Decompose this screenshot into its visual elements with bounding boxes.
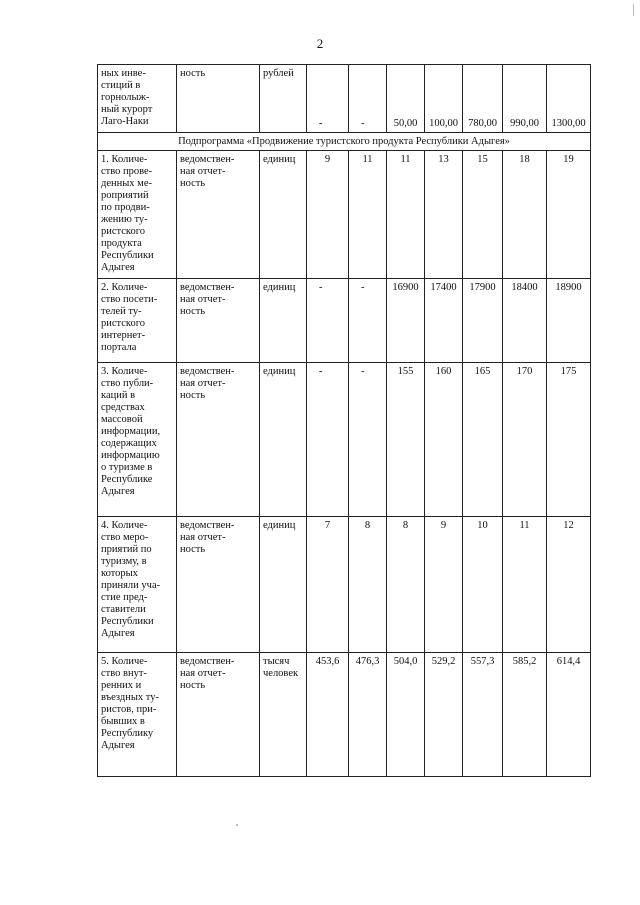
value-cell: - <box>349 279 387 363</box>
text-line: ристов, при- <box>101 704 157 715</box>
text-line: денных ме- <box>101 178 152 189</box>
value-cell: 160 <box>425 363 463 517</box>
indicator-name-cell <box>98 653 177 777</box>
value-cell: 504,0 <box>387 653 425 777</box>
text-line: ство прове- <box>101 166 153 177</box>
text-line: туризму, в <box>101 556 147 567</box>
text-line: Республике <box>101 474 153 485</box>
value-cell: 11 <box>349 151 387 279</box>
text-line: массовой <box>101 414 143 425</box>
text-line: Адыгея <box>101 262 135 273</box>
value-cell: 170 <box>503 363 547 517</box>
text-line: стиций в <box>101 80 141 91</box>
value-cell: 11 <box>503 517 547 653</box>
value-cell: 8 <box>387 517 425 653</box>
table-row <box>98 653 591 777</box>
text-line: Адыгея <box>101 628 135 639</box>
text-line: Республики <box>101 616 154 627</box>
text-line: человек <box>263 668 299 679</box>
source-cell <box>177 279 260 363</box>
text-line: 1. Количе- <box>101 154 148 165</box>
value-cell: 9 <box>425 517 463 653</box>
value-cell: 557,3 <box>463 653 503 777</box>
text-line: единиц <box>263 366 296 377</box>
unit-cell <box>260 653 307 777</box>
text-line: портала <box>101 342 137 353</box>
value-cell: - <box>307 65 349 133</box>
text-line: тысяч <box>263 656 290 667</box>
value-cell: 19 <box>547 151 591 279</box>
text-line: ристского <box>101 318 146 329</box>
text-line: интернет- <box>101 330 146 341</box>
text-line: приятий по <box>101 544 152 555</box>
value-cell: - <box>349 65 387 133</box>
value-cell: - <box>307 363 349 517</box>
text-line: о туризме в <box>101 462 153 473</box>
text-line: приняли уча- <box>101 580 161 591</box>
value-cell: 9 <box>307 151 349 279</box>
value-cell: 614,4 <box>547 653 591 777</box>
text-line: информацию <box>101 450 160 461</box>
text-line: роприятий <box>101 190 149 201</box>
table-row <box>98 517 591 653</box>
indicator-name-cell <box>98 363 177 517</box>
text-line: рублей <box>263 68 294 79</box>
source-cell <box>177 517 260 653</box>
value-cell: 17400 <box>425 279 463 363</box>
text-line: ристского <box>101 226 146 237</box>
text-line: информации, <box>101 426 161 437</box>
indicator-name-cell <box>98 65 177 133</box>
text-line: ность <box>180 544 206 555</box>
value-cell: 10 <box>463 517 503 653</box>
page-number: 2 <box>316 36 324 51</box>
text-line: ведомствен- <box>180 282 235 293</box>
text-line: ведомствен- <box>180 520 235 531</box>
text-line: единиц <box>263 154 296 165</box>
text-line: единиц <box>263 282 296 293</box>
text-line: ный курорт <box>101 104 153 115</box>
text-line: которых <box>101 568 138 579</box>
value-cell: 12 <box>547 517 591 653</box>
text-line: ная отчет- <box>180 166 226 177</box>
text-line: единиц <box>263 520 296 531</box>
indicators-table <box>97 64 591 777</box>
value-cell: 529,2 <box>425 653 463 777</box>
text-line: средствах <box>101 402 145 413</box>
value-cell: 11 <box>387 151 425 279</box>
value-cell: 990,00 <box>503 65 547 133</box>
corner-mark <box>633 4 634 16</box>
value-cell: 17900 <box>463 279 503 363</box>
text-line: ность <box>180 306 206 317</box>
text-line: ство меро- <box>101 532 149 543</box>
value-cell: 18400 <box>503 279 547 363</box>
text-line: ных инве- <box>101 68 146 79</box>
text-line: ность <box>180 390 206 401</box>
table-row <box>98 65 591 133</box>
value-cell: 453,6 <box>307 653 349 777</box>
text-line: 3. Количе- <box>101 366 148 377</box>
source-cell <box>177 151 260 279</box>
value-cell: - <box>307 279 349 363</box>
text-line: бывших в <box>101 716 145 727</box>
value-cell: 7 <box>307 517 349 653</box>
value-cell: 1300,00 <box>547 65 591 133</box>
text-line: Лаго-Наки <box>101 116 149 127</box>
value-cell: 13 <box>425 151 463 279</box>
text-line: ная отчет- <box>180 378 226 389</box>
value-cell: - <box>349 363 387 517</box>
value-cell: 585,2 <box>503 653 547 777</box>
value-cell: 100,00 <box>425 65 463 133</box>
unit-cell <box>260 65 307 133</box>
source-cell <box>177 653 260 777</box>
text-line: ная отчет- <box>180 294 226 305</box>
subprogram-title: Подпрограмма «Продвижение туристского продукта Республики Адыгея» <box>98 133 591 151</box>
text-line: ность <box>180 680 206 691</box>
text-line: ренних и <box>101 680 142 691</box>
text-line: 4. Количе- <box>101 520 148 531</box>
value-cell: 50,00 <box>387 65 425 133</box>
text-line: Республики <box>101 250 154 261</box>
text-line: ведомствен- <box>180 366 235 377</box>
text-line: Адыгея <box>101 486 135 497</box>
scan-speck <box>236 824 238 826</box>
table-row <box>98 279 591 363</box>
value-cell: 476,3 <box>349 653 387 777</box>
text-line: ность <box>180 68 206 79</box>
value-cell: 780,00 <box>463 65 503 133</box>
text-line: каций в <box>101 390 136 401</box>
text-line: ная отчет- <box>180 668 226 679</box>
text-line: ность <box>180 178 206 189</box>
value-cell: 175 <box>547 363 591 517</box>
text-line: ставители <box>101 604 146 615</box>
value-cell: 165 <box>463 363 503 517</box>
text-line: продукта <box>101 238 142 249</box>
value-cell: 16900 <box>387 279 425 363</box>
source-cell <box>177 65 260 133</box>
text-line: телей ту- <box>101 306 142 317</box>
table-row <box>98 151 591 279</box>
text-line: ство внут- <box>101 668 147 679</box>
unit-cell <box>260 279 307 363</box>
unit-cell <box>260 363 307 517</box>
indicator-name-cell <box>98 151 177 279</box>
table-row <box>98 363 591 517</box>
source-cell <box>177 363 260 517</box>
text-line: ведомствен- <box>180 656 235 667</box>
text-line: ство публи- <box>101 378 154 389</box>
text-line: 2. Количе- <box>101 282 148 293</box>
value-cell: 15 <box>463 151 503 279</box>
text-line: 5. Количе- <box>101 656 148 667</box>
text-line: ная отчет- <box>180 532 226 543</box>
indicator-name-cell <box>98 279 177 363</box>
text-line: ство посети- <box>101 294 158 305</box>
text-line: горнолыж- <box>101 92 150 103</box>
value-cell: 8 <box>349 517 387 653</box>
subprogram-row <box>98 133 591 151</box>
text-line: Адыгея <box>101 740 135 751</box>
text-line: по продви- <box>101 202 150 213</box>
value-cell: 18 <box>503 151 547 279</box>
value-cell: 18900 <box>547 279 591 363</box>
text-line: содержащих <box>101 438 157 449</box>
text-line: Республику <box>101 728 154 739</box>
indicator-name-cell <box>98 517 177 653</box>
text-line: ведомствен- <box>180 154 235 165</box>
value-cell: 155 <box>387 363 425 517</box>
unit-cell <box>260 517 307 653</box>
text-line: въездных ту- <box>101 692 159 703</box>
text-line: стие пред- <box>101 592 148 603</box>
text-line: жению ту- <box>101 214 148 225</box>
unit-cell <box>260 151 307 279</box>
